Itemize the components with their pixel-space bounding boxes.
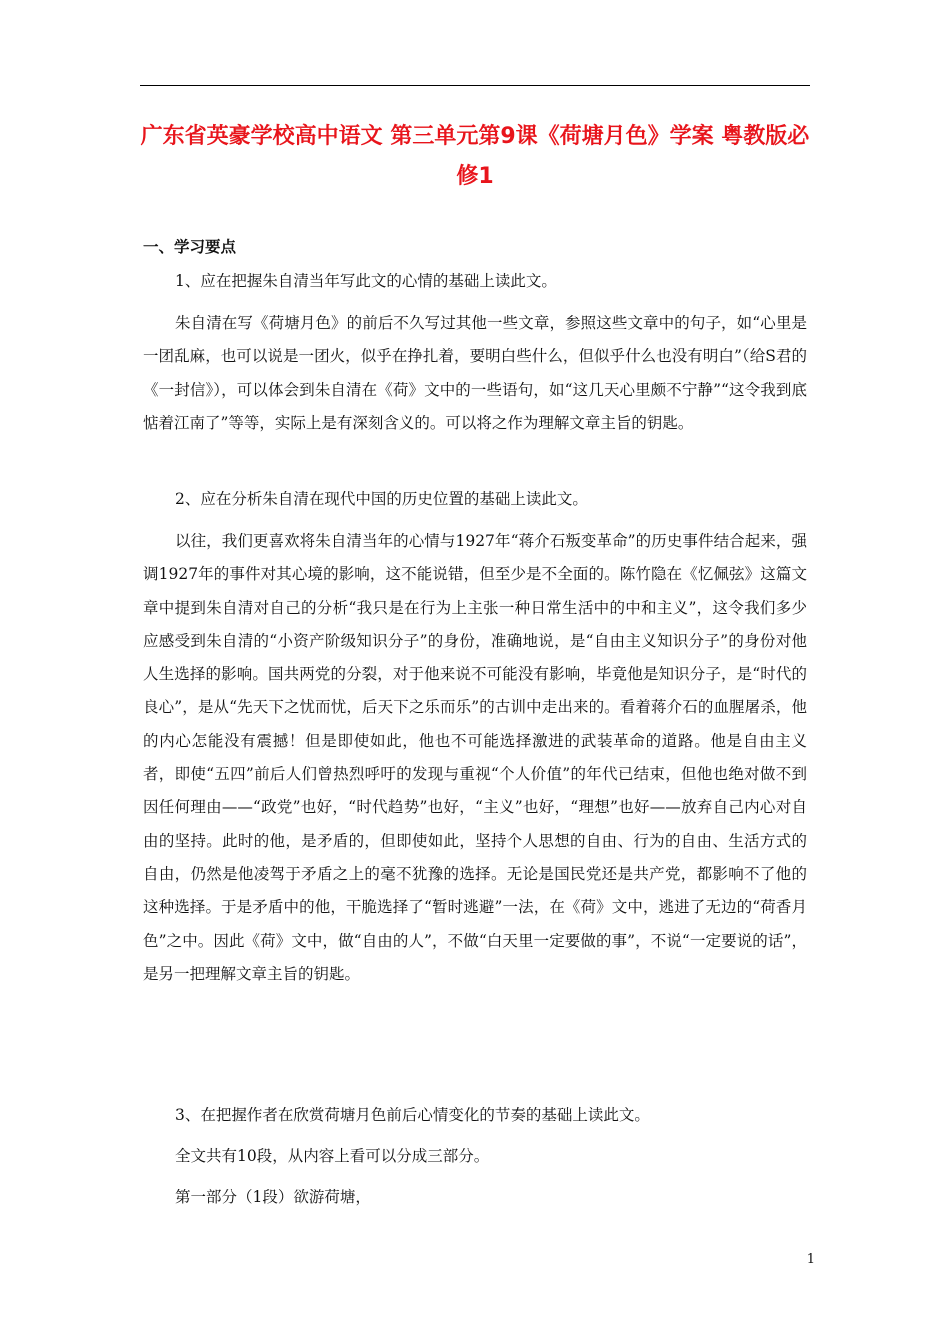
document-title: 广东省英豪学校高中语文 第三单元第9课《荷塘月色》学案 粤教版必修1 (140, 124, 810, 189)
paragraph-point-3: 3、在把握作者在欣赏荷塘月色前后心情变化的节奏的基础上读此文。 (175, 1106, 650, 1124)
header-rule (140, 85, 810, 86)
page-number: 1 (806, 1252, 815, 1267)
paragraph-structure: 全文共有10段，从内容上看可以分成三部分。 (175, 1147, 490, 1165)
section-heading: 一、学习要点 (143, 238, 237, 256)
paragraph-part-one: 第一部分（1段）欲游荷塘， (175, 1188, 371, 1206)
paragraph-point-1-body: 朱自清在写《荷塘月色》的前后不久写过其他一些文章，参照这些文章中的句子，如“心里是一团乱麻，也可以说是一团火，似乎在挣扎着，要明白些什么，但似乎什么也没有明白”（给S君的《一封信》），可以体会到朱自清在《荷》文中的一些语句，如“这几天心里颇不宁静”“这令我到底惦着江南了”等等，实际上是有深刻含义的。可以将之作为理解文章主旨的钥匙。 (143, 314, 807, 432)
paragraph-point-2: 2、应在分析朱自清在现代中国的历史位置的基础上读此文。 (175, 490, 588, 508)
paragraph-point-1: 1、应在把握朱自清当年写此文的心情的基础上读此文。 (175, 272, 557, 290)
paragraph-point-2-body: 以往，我们更喜欢将朱自清当年的心情与1927年“蒋介石叛变革命”的历史事件结合起来，强调1927年的事件对其心境的影响，这不能说错，但至少是不全面的。陈竹隐在《忆佩弦》这篇文章中提到朱自清对自己的分析“我只是在行为上主张一种日常生活中的中和主义”，这令我们多少应感受到朱自清的“小资产阶级知识分子”的身份，准确地说，是“自由主义知识分子”的身份对他人生选择的影响。国共两党的分裂，对于他来说不可能没有影响，毕竟他是知识分子，是“时代的良心”，是从“先天下之忧而忧，后天下之乐而乐”的古训中走出来的。看着蒋介石的血腥屠杀，他的内心怎能没有震撼！但是即使如此，他也不可能选择激进的武装革命的道路。他是自由主义者，即使“五四”前后人们曾热烈呼吁的发现与重视“个人价值”的年代已结束，但他也绝对做不到因任何理由——“政党”也好，“时代趋势”也好，“主义”也好，“理想”也好——放弃自己内心对自由的坚持。此时的他，是矛盾的，但即使如此，坚持个人思想的自由、行为的自由、生活方式的自由，仍然是他凌驾于矛盾之上的毫不犹豫的选择。无论是国民党还是共产党，都影响不了他的这种选择。于是矛盾中的他，干脆选择了“暂时逃避”一法，在《荷》文中，逃进了无边的“荷香月色”之中。因此《荷》文中，做“自由的人”，不做“白天里一定要做的事”，不说“一定要说的话”，是另一把理解文章主旨的钥匙。 (143, 532, 807, 983)
